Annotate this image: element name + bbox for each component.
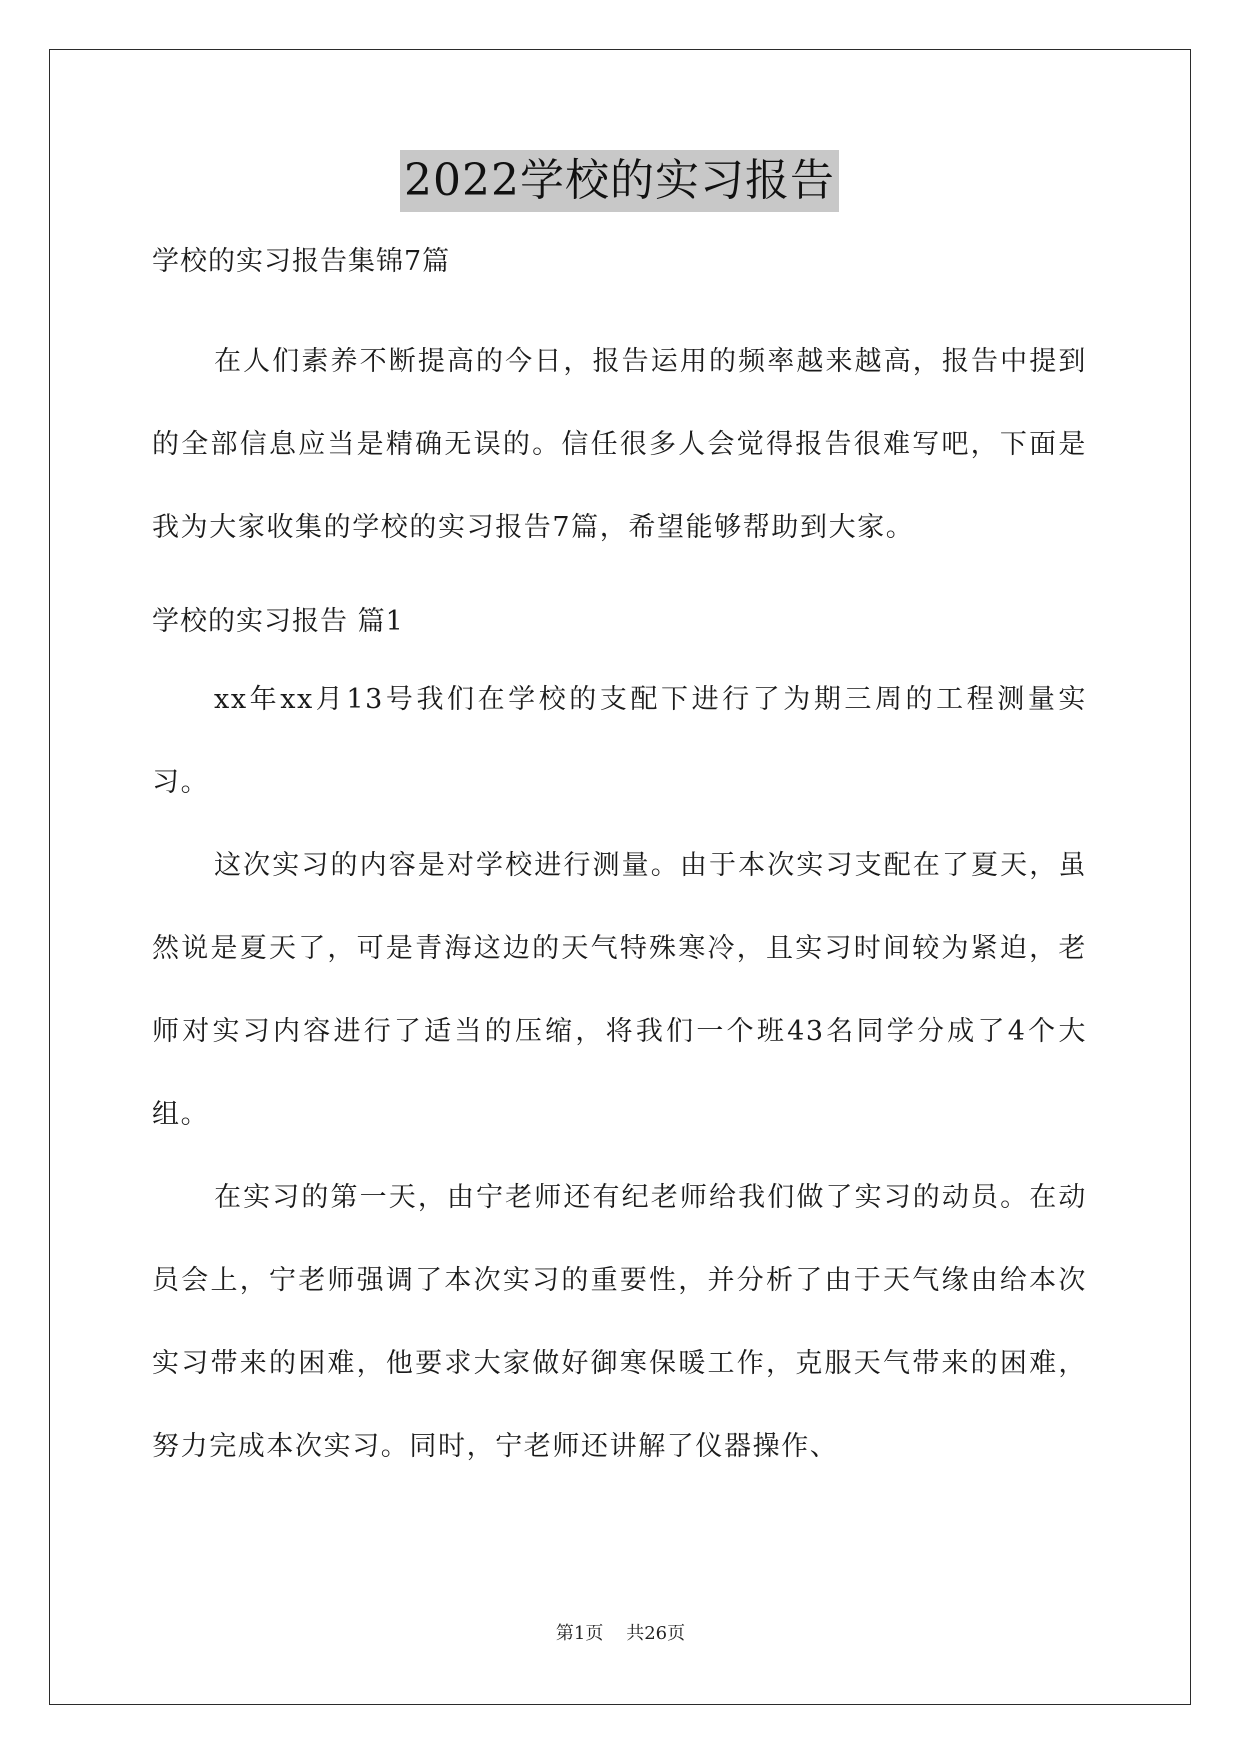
page-total: 共26页 xyxy=(626,1623,686,1644)
body-paragraph-1: xx年xx月13号我们在学校的支配下进行了为期三周的工程测量实习。 xyxy=(152,684,1087,798)
body-paragraph-2: 这次实习的内容是对学校进行测量。由于本次实习支配在了夏天，虽然说是夏天了，可是青海这边的天气特殊寒冷，且实习时间较为紧迫，老师对实习内容进行了适当的压缩，将我们一个班43名同学分成了4个大组。 xyxy=(152,850,1087,1130)
document-title: 2022学校的实习报告 xyxy=(400,150,839,212)
page-number: 第1页 xyxy=(555,1623,604,1644)
body-paragraph-3: 在实习的第一天，由宁老师还有纪老师给我们做了实习的动员。在动员会上，宁老师强调了本次实习的重要性，并分析了由于天气缘由给本次实习带来的困难，他要求大家做好御寒保暖工作，克服天气带来的困难，努力完成本次实习。同时，宁老师还讲解了仪器操作、 xyxy=(152,1182,1087,1462)
document-body xyxy=(152,150,1087,1462)
page-footer xyxy=(0,1622,1241,1646)
intro-paragraph: 在人们素养不断提高的今日，报告运用的频率越来越高，报告中提到的全部信息应当是精确无误的。信任很多人会觉得报告很难写吧，下面是我为大家收集的学校的实习报告7篇，希望能够帮助到大家。 xyxy=(152,346,1087,543)
document-subtitle: 学校的实习报告集锦7篇 xyxy=(152,246,451,277)
section-heading: 学校的实习报告 篇1 xyxy=(152,606,404,637)
title-row xyxy=(152,150,1087,212)
